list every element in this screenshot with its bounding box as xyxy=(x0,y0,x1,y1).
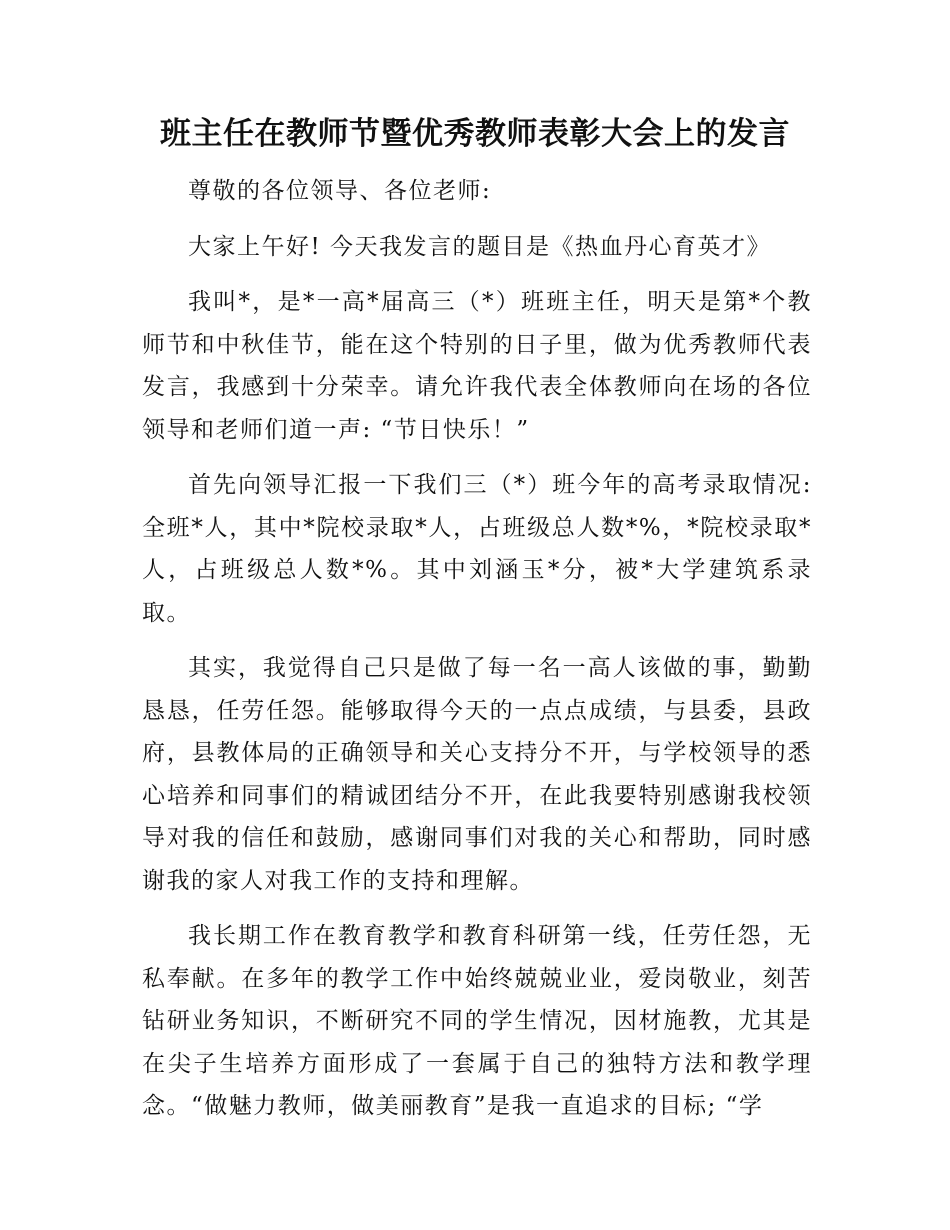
paragraph-teaching-work: 我长期工作在教育教学和教育科研第一线，任劳任怨，无私奉献。在多年的教学工作中始终兢兢业业，爱岗敬业，刻苦钻研业务知识，不断研究不同的学生情况，因材施教，尤其是在尖子生培养方面形成了一套属于自己的独特方法和教学理念。“做魅力教师，做美丽教育”是我一直追求的目标; “学 xyxy=(142,923,812,1119)
document-title: 班主任在教师节暨优秀教师表彰大会上的发言 xyxy=(160,116,790,152)
paragraph-thanks: 其实，我觉得自己只是做了每一名一高人该做的事，勤勤恳恳，任劳任怨。能够取得今天的一点点成绩，与县委，县政府，县教体局的正确领导和关心支持分不开，与学校领导的悉心培养和同事们的精诚团结分不开，在此我要特别感谢我校领导对我的信任和鼓励，感谢同事们对我的关心和帮助，同时感谢我的家人对我工作的支持和理解。 xyxy=(142,655,812,894)
document-body xyxy=(142,170,812,1141)
paragraph-introduction: 我叫*，是*一高*届高三（*）班班主任，明天是第*个教师节和中秋佳节，能在这个特别的日子里，做为优秀教师代表发言，我感到十分荣幸。请允许我代表全体教师向在场的各位领导和老师们道一声: “节日快乐！” xyxy=(142,289,812,443)
paragraph-greeting: 大家上午好! 今天我发言的题目是《热血丹心育英才》 xyxy=(188,233,772,260)
paragraph-salutation: 尊敬的各位领导、各位老师: xyxy=(188,178,492,204)
paragraph-exam-results: 首先向领导汇报一下我们三（*）班今年的高考录取情况: 全班*人，其中*院校录取*人，占班级总人数*%，*院校录取*人，占班级总人数*%。其中刘涵玉*分，被*大学建筑系录取。 xyxy=(142,472,812,626)
